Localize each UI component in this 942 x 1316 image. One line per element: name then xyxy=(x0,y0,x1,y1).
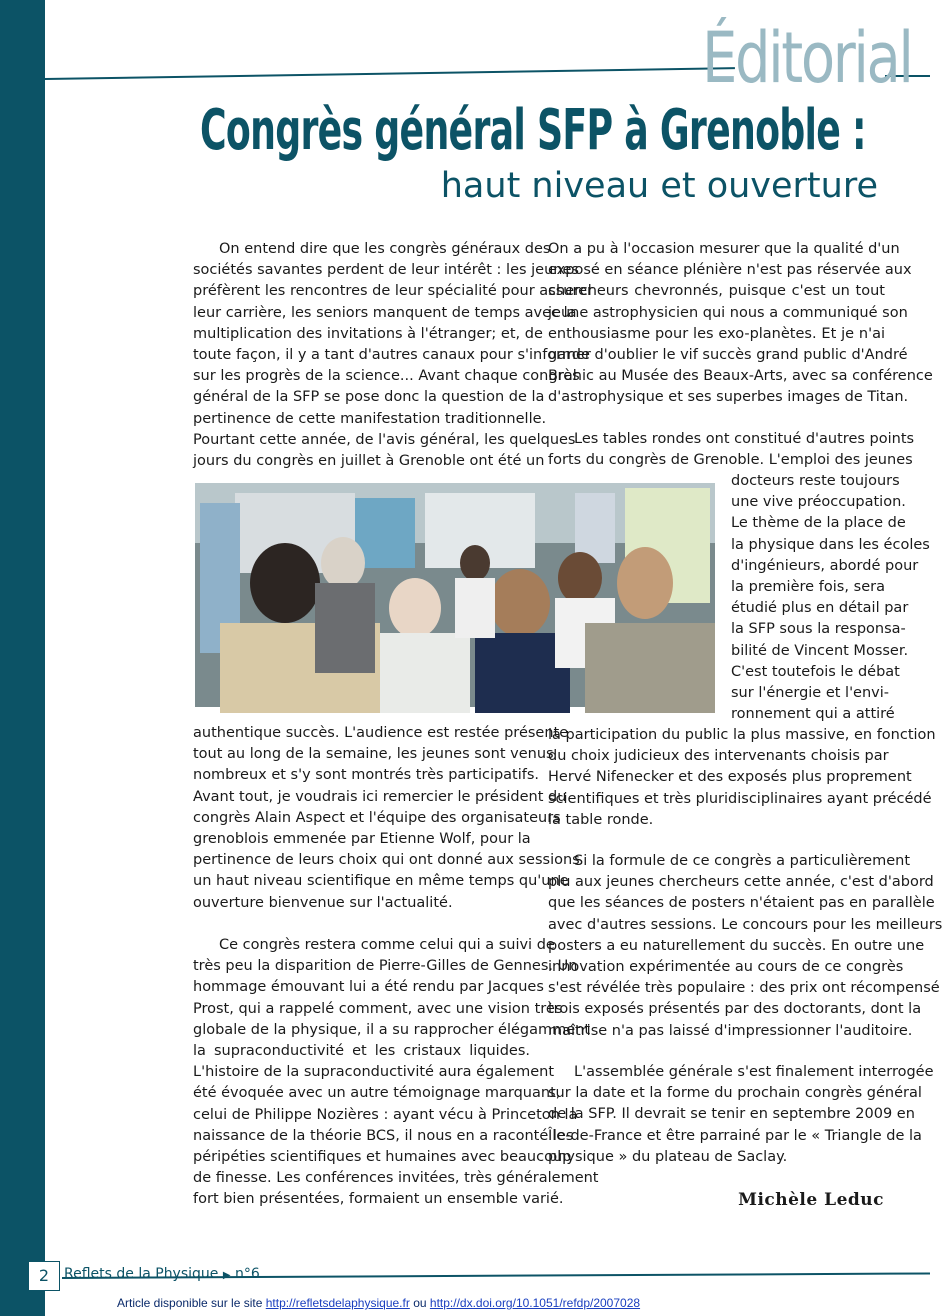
text-line: grenoblois emmenée par Etienne Wolf, pour la xyxy=(193,831,531,848)
text-line: ronnement qui a attiré xyxy=(731,706,895,723)
conference-photo xyxy=(195,483,715,707)
signature: Michèle Leduc xyxy=(738,1190,884,1210)
text-line: de la SFP. Il devrait se tenir en septembre 2009 en xyxy=(548,1106,915,1123)
text-line: Pourtant cette année, de l'avis général, les quelques xyxy=(193,431,576,448)
text-line: jours du congrès en juillet à Grenoble ont été un xyxy=(193,453,545,470)
text-line: général de la SFP se pose donc la question de la xyxy=(193,389,545,406)
text-line: scientifiques et très pluridisciplinaires ayant précédé xyxy=(548,790,932,807)
text-line: hommage émouvant lui a été rendu par Jacques xyxy=(193,979,544,996)
text-line: sur la date et la forme du prochain congrès général xyxy=(548,1085,922,1102)
text-line: sur l'énergie et l'envi- xyxy=(731,685,890,702)
text-line: Brahic au Musée des Beaux-Arts, avec sa conférence xyxy=(548,368,933,385)
text-line: C'est toutefois le débat xyxy=(731,663,900,680)
text-line: pertinence de leurs choix qui ont donné aux sessions xyxy=(193,852,580,869)
text-line: étudié plus en détail par xyxy=(731,600,909,617)
text-line: trois exposés présentés par des doctorants, dont la xyxy=(548,1001,922,1018)
availability-connector: ou xyxy=(413,1296,427,1310)
text-line: toute façon, il y a tant d'autres canaux pour s'informer xyxy=(193,347,591,364)
right-column-para2-narrow xyxy=(731,471,930,725)
right-column-para2-bottom xyxy=(548,725,936,831)
text-line: la table ronde. xyxy=(548,811,654,828)
text-line: péripéties scientifiques et humaines avec beaucoup xyxy=(193,1149,572,1166)
text-line: tout au long de la semaine, les jeunes sont venus xyxy=(193,746,554,763)
text-line: chercheurs chevronnés, puisque c'est un tout xyxy=(548,283,885,300)
text-line: ouverture bienvenue sur l'actualité. xyxy=(193,894,453,911)
text-line: un haut niveau scientifique en même temps qu'une xyxy=(193,873,569,890)
text-line: Avant tout, je voudrais ici remercier le président du xyxy=(193,788,567,805)
issue-number: n°6 xyxy=(235,1266,260,1282)
text-line: innovation expérimentée au cours de ce congrès xyxy=(548,959,904,976)
right-column-para4 xyxy=(548,1062,934,1168)
text-line: la physique dans les écoles xyxy=(731,536,930,553)
left-column-top xyxy=(193,239,593,472)
header-rule xyxy=(45,67,735,80)
text-line: Ce congrès restera comme celui qui a suivi de xyxy=(219,937,555,953)
site-link[interactable]: http://refletsdelaphysique.fr xyxy=(265,1296,410,1310)
text-line: Prost, qui a rappelé comment, avec une vision très xyxy=(193,1000,563,1017)
text-line: On a pu à l'occasion mesurer que la qualité d'un xyxy=(548,241,900,257)
availability-prefix: Article disponible sur le site xyxy=(117,1296,263,1310)
text-line: avec d'autres sessions. Le concours pour les meilleurs xyxy=(548,916,942,933)
text-line: Les tables rondes ont constitué d'autres points xyxy=(574,431,915,447)
text-line: posters a eu naturellement du succès. En outre une xyxy=(548,937,925,954)
text-line: maîtrise n'a pas laissé d'impressionner l'auditoire. xyxy=(548,1022,913,1039)
text-line: authentique succès. L'audience est restée présente xyxy=(193,725,569,741)
text-line: nombreux et s'y sont montrés très participatifs. xyxy=(193,767,540,784)
arrow-right-icon: ▶ xyxy=(222,1270,231,1281)
text-line: physique » du plateau de Saclay. xyxy=(548,1148,788,1165)
text-line: forts du congrès de Grenoble. L'emploi des jeunes xyxy=(548,452,913,469)
text-line: jeune astrophysicien qui nous a communiqué son xyxy=(548,304,908,321)
text-line: enthousiasme pour les exo-planètes. Et je n'ai xyxy=(548,325,885,342)
text-line: la participation du public la plus massive, en fonction xyxy=(548,727,936,743)
text-line: une vive préoccupation. xyxy=(731,494,906,511)
text-line: garde d'oublier le vif succès grand public d'André xyxy=(548,347,908,364)
text-line: Île-de-France et être parrainé par le « Triangle de la xyxy=(548,1127,922,1144)
text-line: L'assemblée générale s'est finalement interrogée xyxy=(574,1064,934,1080)
text-line: pertinence de cette manifestation traditionnelle. xyxy=(193,410,547,427)
text-line: fort bien présentées, formaient un ensemble varié. xyxy=(193,1191,564,1208)
right-column-para1 xyxy=(548,239,933,409)
right-column-para3 xyxy=(548,851,942,1042)
text-line: la première fois, sera xyxy=(731,579,885,596)
text-line: été évoquée avec un autre témoignage marquant, xyxy=(193,1085,561,1102)
availability-line xyxy=(117,1296,640,1310)
text-line: Le thème de la place de xyxy=(731,515,906,532)
text-line: congrès Alain Aspect et l'équipe des organisateurs xyxy=(193,809,561,826)
journal-name: Reflets de la Physique xyxy=(64,1266,219,1282)
text-line: s'est révélée très populaire : des prix ont récompensé xyxy=(548,980,940,997)
text-line: multiplication des invitations à l'étranger; et, de xyxy=(193,325,543,342)
text-line: plu aux jeunes chercheurs cette année, c'est d'abord xyxy=(548,874,934,891)
text-line: très peu la disparition de Pierre-Gilles de Gennes. Un xyxy=(193,958,578,975)
text-line: bilité de Vincent Mosser. xyxy=(731,642,909,659)
left-column-middle xyxy=(193,723,580,914)
text-line: d'ingénieurs, abordé pour xyxy=(731,557,919,574)
sidebar-band xyxy=(0,0,45,1316)
text-line: exposé en séance plénière n'est pas réservée aux xyxy=(548,262,912,279)
text-line: globale de la physique, il a su rapprocher élégamment xyxy=(193,1021,591,1038)
doi-link[interactable]: http://dx.doi.org/10.1051/refdp/2007028 xyxy=(429,1296,641,1310)
text-line: sur les progrès de la science... Avant chaque congrès xyxy=(193,368,580,385)
text-line: sociétés savantes perdent de leur intérêt : les jeunes xyxy=(193,262,579,279)
text-line: que les séances de posters n'étaient pas en parallèle xyxy=(548,895,935,912)
text-line: Hervé Nifenecker et des exposés plus proprement xyxy=(548,769,912,786)
text-line: d'astrophysique et ses superbes images de Titan. xyxy=(548,389,909,406)
section-label: Éditorial xyxy=(702,17,912,99)
text-line: du choix judicieux des intervenants choisis par xyxy=(548,748,889,765)
right-column-para2-top xyxy=(548,429,915,471)
page-number: 2 xyxy=(38,1266,50,1285)
text-line: On entend dire que les congrès généraux des xyxy=(219,241,551,257)
text-line: L'histoire de la supraconductivité aura également xyxy=(193,1064,554,1081)
text-line: Si la formule de ce congrès a particulièrement xyxy=(574,853,911,869)
text-line: la SFP sous la responsa- xyxy=(731,621,906,638)
left-column-bottom xyxy=(193,935,599,1211)
text-line: la supraconductivité et les cristaux liquides. xyxy=(193,1043,530,1060)
text-line: naissance de la théorie BCS, il nous en a raconté les xyxy=(193,1127,574,1144)
text-line: docteurs reste toujours xyxy=(731,473,900,489)
subheadline: haut niveau et ouverture xyxy=(440,166,878,206)
journal-footer xyxy=(64,1266,260,1282)
text-line: leur carrière, les seniors manquent de temps avec la xyxy=(193,304,577,321)
page-number-box xyxy=(28,1261,60,1291)
headline: Congrès général SFP à Grenoble : xyxy=(200,98,866,163)
text-line: de finesse. Les conférences invitées, très généralement xyxy=(193,1170,599,1187)
text-line: préfèrent les rencontres de leur spécialité pour assurer xyxy=(193,283,593,300)
text-line: celui de Philippe Nozières : ayant vécu à Princeton la xyxy=(193,1106,578,1123)
